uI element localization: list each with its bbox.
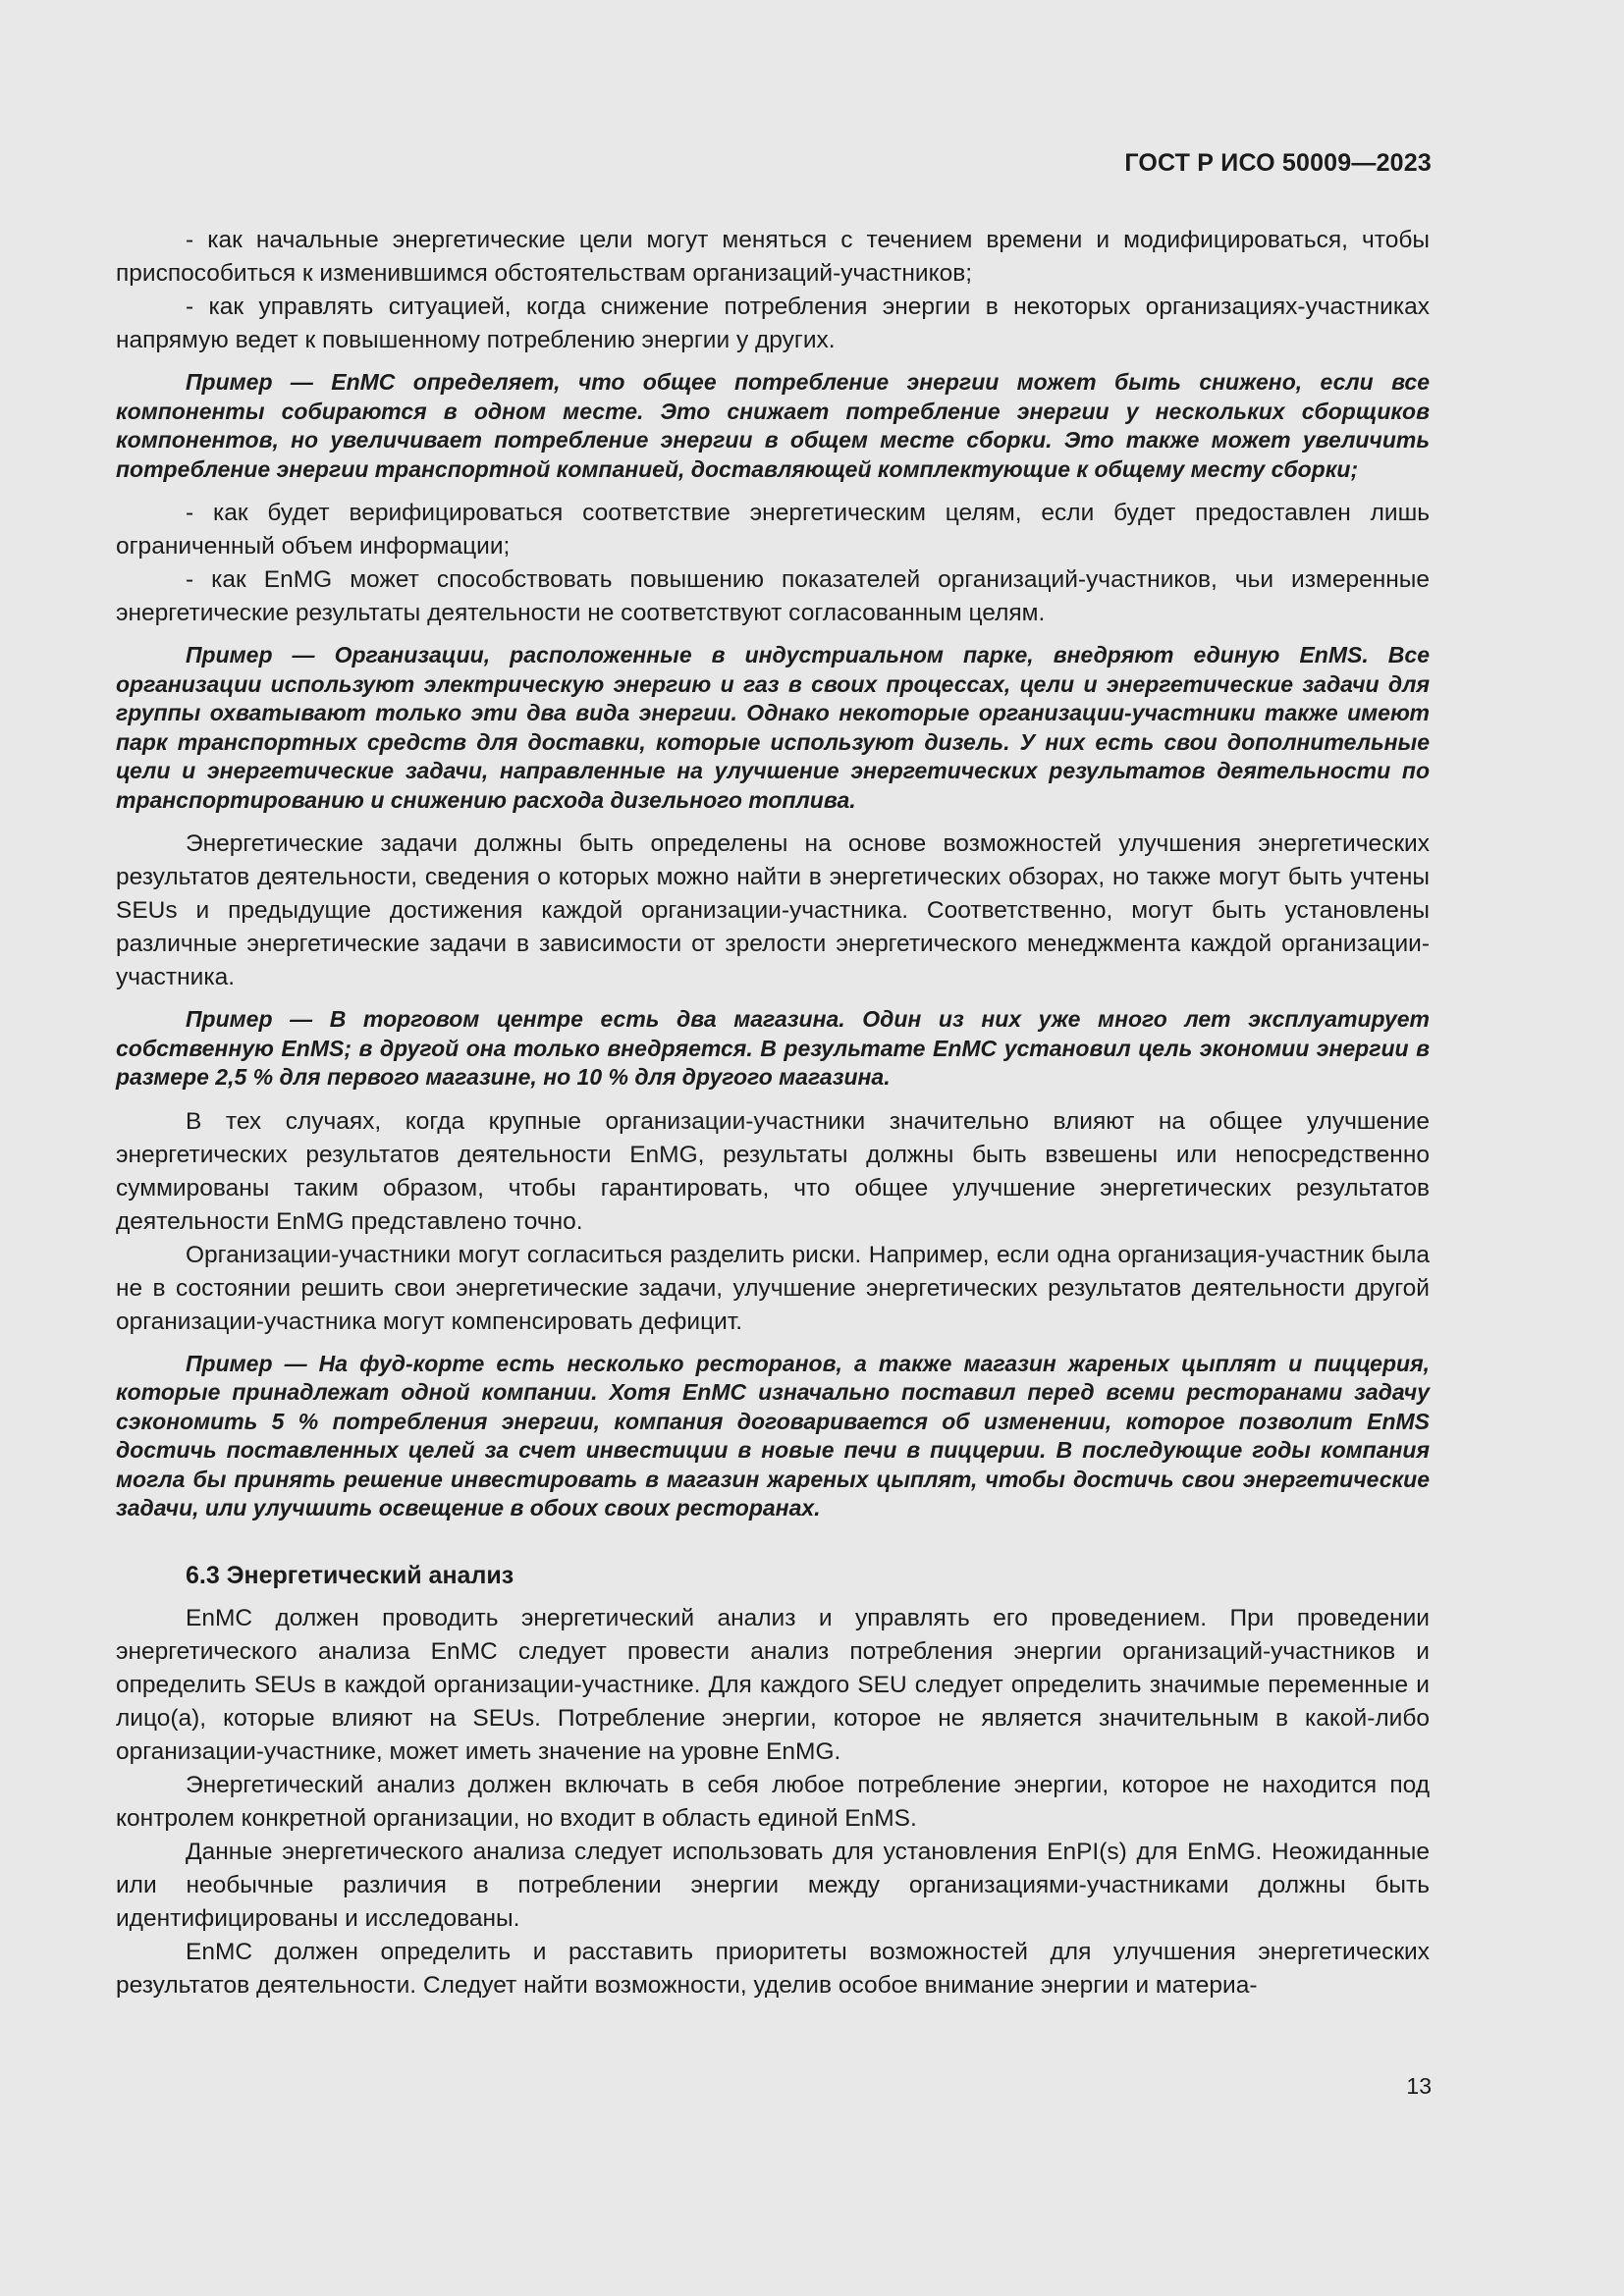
- example-note: Пример — EnMC определяет, что общее потребление энергии может быть снижено, если все компоненты собираются в одном месте. Это снижает потребление энергии у нескольких сборщиков компонентов, но увеличивает потребление энергии в общем месте сборки. Это также может увеличить потребление энергии транспортной компанией, доставляющей комплектующие к общему месту сборки;: [116, 369, 1430, 482]
- example-note: Пример — На фуд-корте есть несколько ресторанов, а также магазин жареных цыплят и пиццерия, которые принадлежат одной компании. Хотя EnMC изначально поставил перед всеми ресторанами задачу сэкономить 5 % потребления энергии, компания договаривается об изменении, которое позволит EnMS достичь поставленных целей за счет инвестиции в новые печи в пиццерии. В последующие годы компания могла бы принять решение инвестировать в магазин жареных цыплят, чтобы достичь свои энергетические задачи, или улучшить освещение в обоих своих ресторанах.: [116, 1350, 1430, 1521]
- paragraph: - как будет верифицироваться соответствие энергетическим целям, если будет предоставлен лишь ограниченный объем информации;: [116, 500, 1430, 560]
- paragraph: - как начальные энергетические цели могут меняться с течением времени и модифицироваться, чтобы приспособиться к изменившимся обстоятельствам организаций-участников;: [116, 227, 1430, 287]
- page-number: 13: [1406, 2073, 1432, 2099]
- paragraph: EnMC должен проводить энергетический анализ и управлять его проведением. При проведении энергетического анализа EnMC следует провести анализ потребления энергии организаций-участников и определить SEUs в каждой организации-участнике. Для каждого SEU следует определить значимые переменные и лицо(а), которые влияют на SEUs. Потребление энергии, которое не является значительным в какой-либо организации-участнике, может иметь значение на уровне EnMG.: [116, 1604, 1430, 1765]
- paragraph: Данные энергетического анализа следует использовать для установления EnPI(s) для EnMG. Неожиданные или необычные различия в потреблении энергии между организациями-участниками должны быть идентифицированы и исследованы.: [116, 1838, 1430, 1932]
- paragraph: В тех случаях, когда крупные организации-участники значительно влияют на общее улучшение энергетических результатов деятельности EnMG, результаты должны быть взвешены или непосредственно суммированы таким образом, чтобы гарантировать, что общее улучшение энергетических результатов деятельности EnMG представлено точно.: [116, 1107, 1430, 1235]
- section-heading: 6.3 Энергетический анализ: [186, 1561, 514, 1589]
- standard-designation: ГОСТ Р ИСО 50009—2023: [1124, 149, 1432, 177]
- paragraph: - как управлять ситуацией, когда снижение потребления энергии в некоторых организациях-участниках напрямую ведет к повышенному потреблению энергии у других.: [116, 294, 1430, 353]
- paragraph: Энергетические задачи должны быть определены на основе возможностей улучшения энергетических результатов деятельности, сведения о которых можно найти в энергетических обзорах, но также могут быть учтены SEUs и предыдущие достижения каждой организации-участника. Соответственно, могут быть установлены различные энергетические задачи в зависимости от зрелости энергетического менеджмента каждой организации-участника.: [116, 830, 1430, 990]
- example-note: Пример — Организации, расположенные в индустриальном парке, внедряют единую EnMS. Все организации используют электрическую энергию и газ в своих процессах, цели и энергетические задачи для группы охватывают только эти два вида энергии. Однако некоторые организации-участники также имеют парк транспортных средств для доставки, которые используют дизель. У них есть свои дополнительные цели и энергетические задачи, направленные на улучшение энергетических результатов деятельности по транспортированию и снижению расхода дизельного топлива.: [116, 642, 1430, 813]
- paragraph: Энергетический анализ должен включать в себя любое потребление энергии, которое не находится под контролем конкретной организации, но входит в область единой EnMS.: [116, 1771, 1430, 1832]
- paragraph: EnMC должен определить и расставить приоритеты возможностей для улучшения энергетических результатов деятельности. Следует найти возможности, уделив особое внимание энергии и материа-: [116, 1938, 1430, 1999]
- example-note: Пример — В торговом центре есть два магазина. Один из них уже много лет эксплуатирует собственную EnMS; в другой она только внедряется. В результате EnMC установил цель экономии энергии в размере 2,5 % для первого магазине, но 10 % для другого магазина.: [116, 1006, 1430, 1090]
- paragraph: - как EnMG может способствовать повышению показателей организаций-участников, чьи измеренные энергетические результаты деятельности не соответствуют согласованным целям.: [116, 566, 1430, 626]
- page-content: [116, 224, 1430, 2002]
- paragraph: Организации-участники могут согласиться разделить риски. Например, если одна организация-участник была не в состоянии решить свои энергетические задачи, улучшение энергетических результатов деятельности другой организации-участника могут компенсировать дефицит.: [116, 1241, 1430, 1335]
